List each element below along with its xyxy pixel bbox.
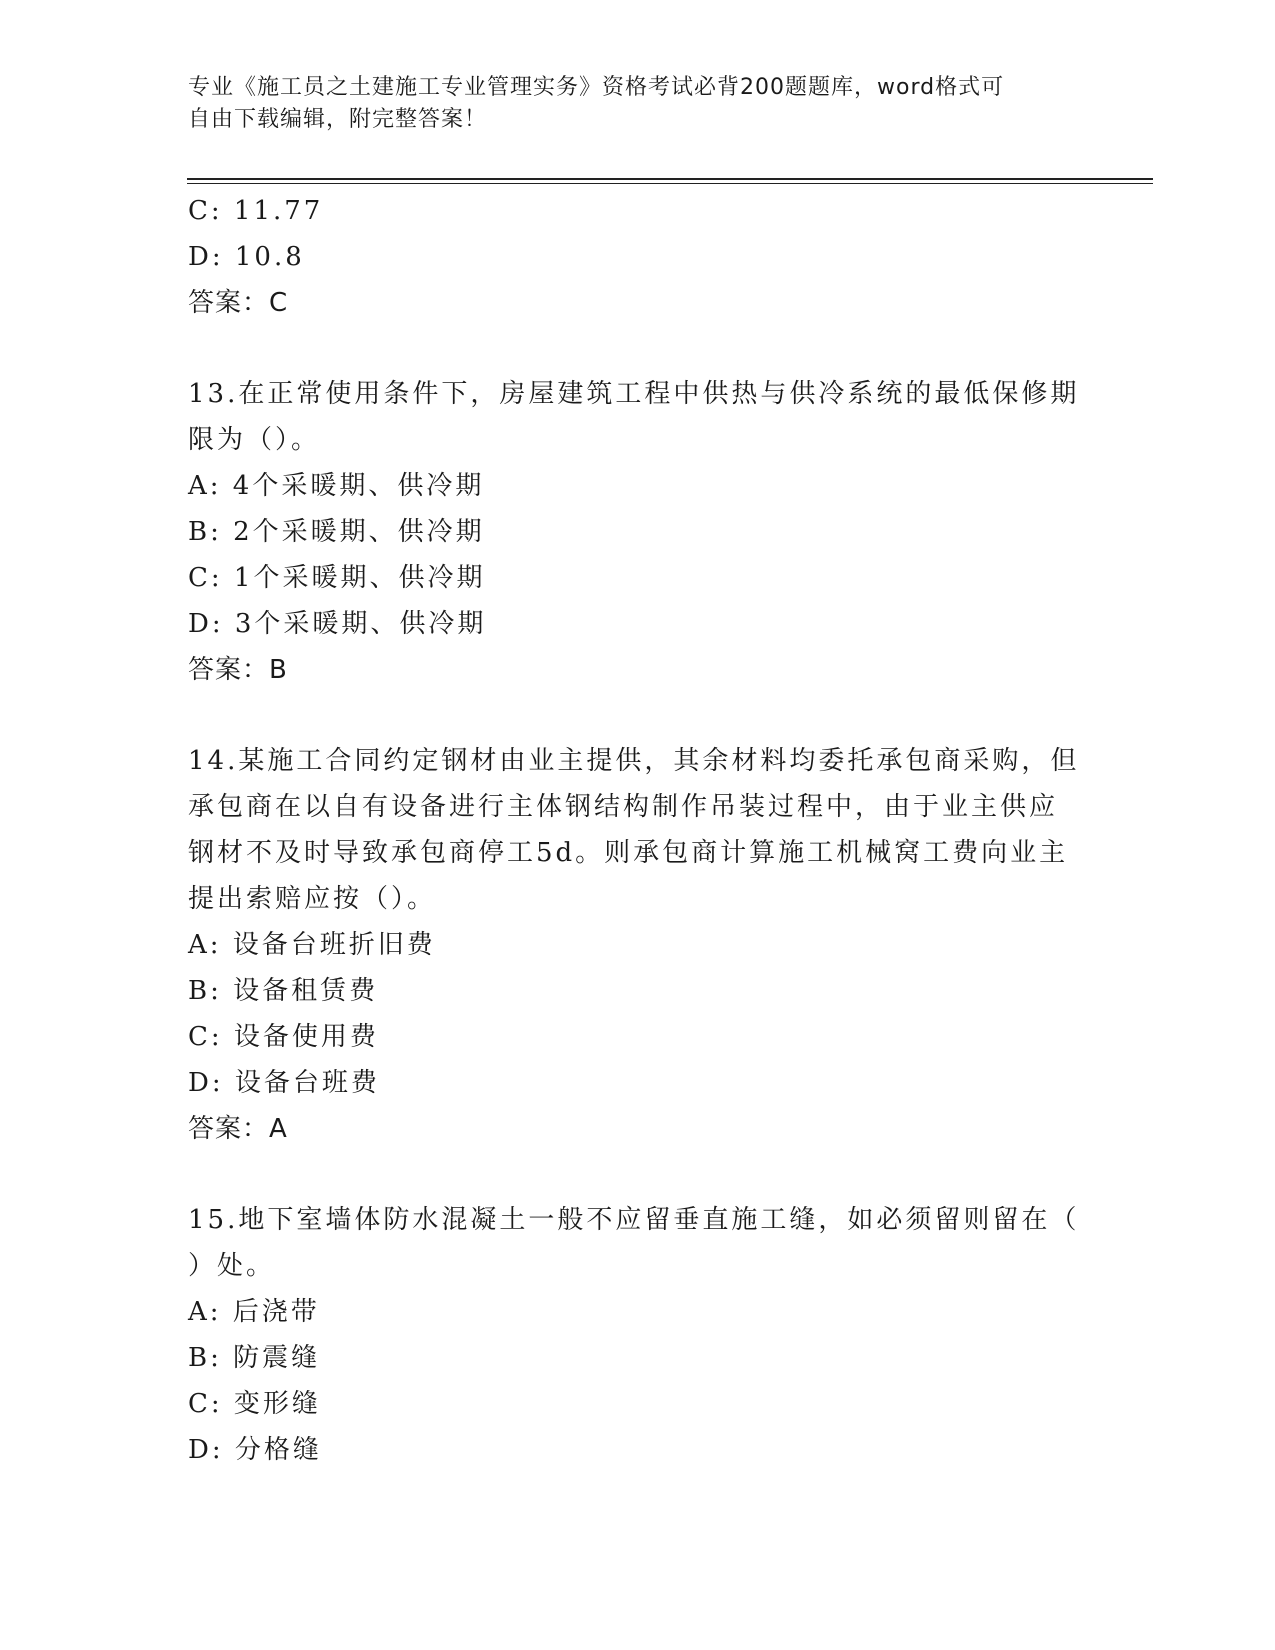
option-b: B: 2个采暖期、供冷期 <box>188 517 485 547</box>
header-divider <box>187 178 1153 184</box>
question-text-line: 钢材不及时导致承包商停工5d。则承包商计算施工机械窝工费向业主 <box>188 838 1069 868</box>
option-d: D: 设备台班费 <box>188 1068 380 1098</box>
option-c: C: 变形缝 <box>188 1389 321 1419</box>
header-line-1: 专业《施工员之土建施工专业管理实务》资格考试必背200题题库，word格式可 <box>188 75 1005 100</box>
header-line-2: 自由下载编辑，附完整答案！ <box>188 107 488 132</box>
previous-question-tail <box>188 188 1088 326</box>
question-text-line: 承包商在以自有设备进行主体钢结构制作吊装过程中，由于业主供应 <box>188 792 1059 822</box>
question-text-line: 13.在正常使用条件下，房屋建筑工程中供热与供冷系统的最低保修期 <box>188 379 1080 409</box>
question-text-line: ）处。 <box>188 1251 276 1281</box>
question-text-line: 限为（）。 <box>188 425 321 455</box>
question-13 <box>188 371 1088 693</box>
option-c: C: 1个采暖期、供冷期 <box>188 563 486 593</box>
option-c: C: 11.77 <box>188 196 324 226</box>
option-a: A: 4个采暖期、供冷期 <box>188 471 485 501</box>
question-text-line: 14.某施工合同约定钢材由业主提供，其余材料均委托承包商采购，但 <box>188 746 1080 776</box>
option-c: C: 设备使用费 <box>188 1022 379 1052</box>
option-d: D: 3个采暖期、供冷期 <box>188 609 487 639</box>
question-15 <box>188 1197 1088 1473</box>
document-header <box>188 72 1068 136</box>
option-d: D: 分格缝 <box>188 1435 322 1465</box>
option-a: A: 后浇带 <box>188 1297 320 1327</box>
option-d: D: 10.8 <box>188 242 305 272</box>
answer-line: 答案：B <box>188 655 288 685</box>
option-b: B: 防震缝 <box>188 1343 321 1373</box>
answer-line: 答案：C <box>188 288 289 318</box>
question-text-line: 15.地下室墙体防水混凝土一般不应留垂直施工缝，如必须留则留在（ <box>188 1205 1080 1235</box>
question-14 <box>188 738 1088 1152</box>
option-a: A: 设备台班折旧费 <box>188 930 436 960</box>
answer-line: 答案：A <box>188 1114 288 1144</box>
option-b: B: 设备租赁费 <box>188 976 379 1006</box>
question-content <box>188 188 1088 1473</box>
question-text-line: 提出索赔应按（）。 <box>188 884 437 914</box>
